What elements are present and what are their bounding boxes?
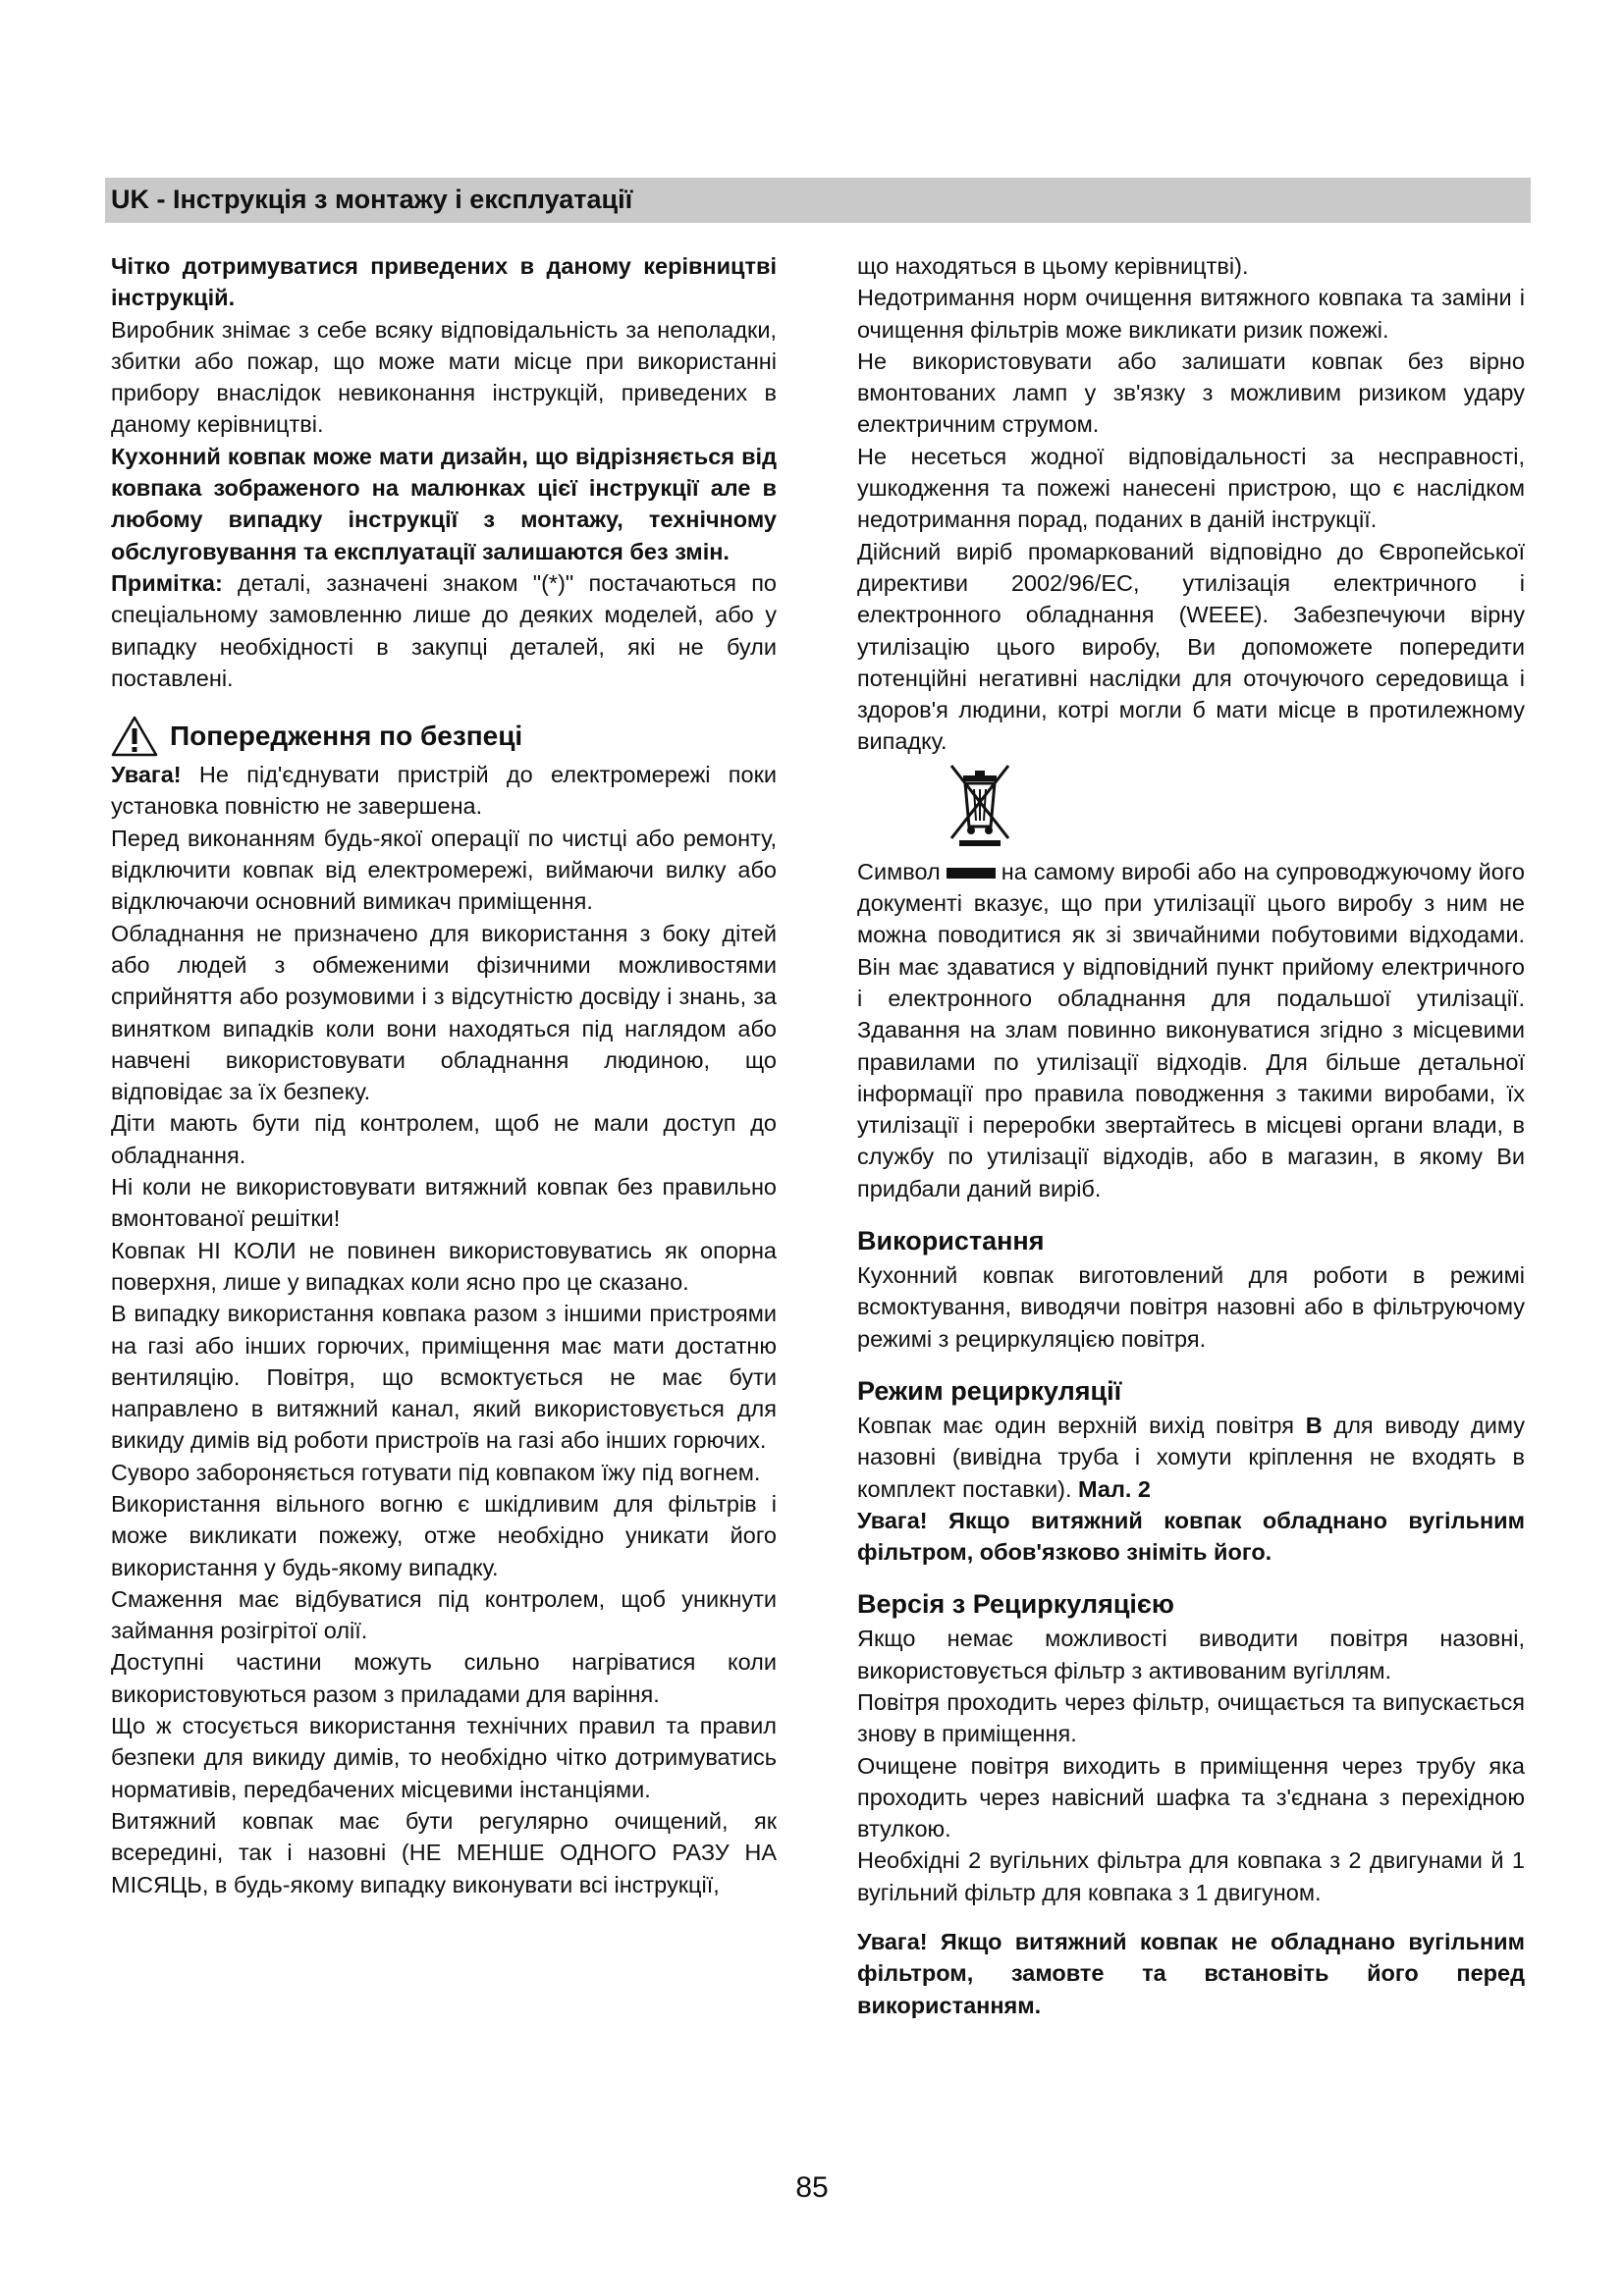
section-header-bar xyxy=(105,178,1531,223)
figure-ref: Мал. 2 xyxy=(1078,1475,1152,1502)
text: для виводу диму назовні (вивідна труба і хомути кріплення не входять в комплект поставки). xyxy=(857,1412,1526,1502)
text: Ковпак має один верхній вихід повітря xyxy=(857,1412,1294,1438)
paragraph: Суворо забороняється готувати під ковпаком їжу під вогнем. xyxy=(111,1459,761,1485)
paragraph: Обладнання не призначено для використання з боку дітей або людей з обмеженими фізичними можливостями сприйняття або розумовими і з відсутністю досвіду і знань, за винятком випадків коли вони находяться під наглядом або навчені використовувати обладнання людиною, що відповідає за їх безпеку. xyxy=(111,920,777,1105)
paragraph: Смаження має відбуватися під контролем, щоб уникнути займання розігрітої олії. xyxy=(111,1585,777,1644)
paragraph: Перед виконанням будь-якої операції по чистці або ремонту, відключити ковпак від електромережі, виймаючи вилку або відключаючи основний вимикач приміщення. xyxy=(111,825,777,915)
paragraph-text: Не під'єднувати пристрій до електромережі поки установка повністю не завершена. xyxy=(111,762,778,820)
paragraph: Необхідні 2 вугільних фільтра для ковпака з 2 двигунами й 1 вугільний фільтр для ковпака з 1 двигуном. xyxy=(857,1847,1525,1905)
section-title: UK - Інструкція з монтажу і експлуатації xyxy=(111,185,633,214)
paragraph: Ні коли не використовувати витяжний ковпак без правильно вмонтованої решітки! xyxy=(111,1174,777,1232)
version-heading: Версія з Рециркуляцією xyxy=(857,1589,1174,1620)
paragraph: Не несеться жодної відповідальності за несправності, ушкодження та пожежі нанесені пристрою, що є наслідком недотримання порад, поданих в даній інструкції. xyxy=(857,443,1525,533)
safety-heading xyxy=(111,716,777,757)
paragraph: Повітря проходить через фільтр, очищається та випускається знову в приміщення. xyxy=(857,1688,1525,1747)
intro-bold: Чітко дотримуватися приведених в даному керівництві інструкцій. xyxy=(111,253,777,311)
spacer xyxy=(857,1908,1525,1926)
note-label: Примітка: xyxy=(111,569,223,596)
note-paragraph xyxy=(111,567,777,694)
design-note-bold: Кухонний ковпак може мати дизайн, що відрізняється від ковпака зображеного на малюнках цієї інструкції але в любому випадку інструкції з монтажу, технічному обслуговування та експлуатації залишаются без змін. xyxy=(111,443,777,564)
left-column xyxy=(111,250,777,1900)
paragraph: Кухонний ковпак виготовлений для роботи в режимі всмоктування, виводячи повітря назовні або в фільтруючому режимі з рециркуляцією повітря. xyxy=(857,1262,1525,1352)
symbol-paragraph xyxy=(857,856,1525,1204)
recirculation-warning: Увага! Якщо витяжний ковпак обладнано вугільним фільтром, обов'язково зніміть його. xyxy=(857,1507,1525,1566)
weee-symbol-wrapper xyxy=(857,762,1525,850)
paragraph: Використання вільного вогню є шкідливим для фільтрів і може викликати пожежу, отже необхідно уникати його використання у будь-якому випадку. xyxy=(111,1490,777,1580)
symbol-text: на самому виробі або на супроводжуючому його документі вказує, що при утилізації цього виробу з ним не можна поводитися як зі звичайними побутовими відходами. Він має здаватися у відповідний пункт прийому електричного і електронного обладнання для подальшої утилізації. Здавання на злам повинно виконуватися згідно з місцевими правилами по утилізації відходів. Для більше детальної інформації про правила поводження з такими виробами, їх утилізації і переробки звертайтесь в місцеві органи влади, в службу по утилізації відходів, або в магазин, в якому Ви придбали даний виріб. xyxy=(857,858,1525,1201)
paragraph: Доступні частини можуть сильно нагріватися коли використовуються разом з приладами для варіння. xyxy=(111,1649,777,1707)
warning-label: Увага! xyxy=(111,762,182,788)
paragraph: В випадку використання ковпака разом з іншими пристроями на газі або інших горючих, приміщення має мати достатню вентиляцію. Повітря, що всмоктується не має бути направлено в витяжний канал, який використовується для викиду димів від роботи пристроїв на газі або інших горючих. xyxy=(111,1301,777,1454)
outlet-label-b: B xyxy=(1305,1412,1323,1438)
black-bar-symbol xyxy=(947,868,996,879)
usage-heading: Використання xyxy=(857,1226,1045,1256)
paragraph: Що ж стосується використання технічних правил та правил безпеки для викиду димів, то необхідно чітко дотримуватись нормативів, передбачених місцевими інстанціями. xyxy=(111,1713,777,1802)
recirculation-paragraph xyxy=(857,1410,1525,1505)
paragraph xyxy=(111,759,777,823)
paragraph: Якщо немає можливості виводити повітря назовні, використовується фільтр з активованим вугіллям. xyxy=(857,1626,1525,1683)
paragraph: Недотримання норм очищення витяжного ковпака та заміни і очищення фільтрів може викликати ризик пожежі. xyxy=(857,285,1525,343)
safety-title: Попередження по безпеці xyxy=(170,721,523,751)
paragraph: Дійсний виріб промаркований відповідно до Європейської директиви 2002/96/ЕС, утилізація електричного і електронного обладнання (WEEE). Забезпечуючи вірну утилізацію цього виробу, Ви допоможете попередити потенційні негативні наслідки для оточуючого середовища і здоров'я людини, котрі могли б мати місце в протилежному випадку. xyxy=(857,538,1525,755)
final-warning: Увага! Якщо витяжний ковпак не обладнано вугільним фільтром, замовте та встановіть його перед використанням. xyxy=(857,1929,1525,2018)
recirculation-heading: Режим рециркуляції xyxy=(857,1375,1122,1406)
crossed-bin-icon xyxy=(946,762,1014,846)
paragraph: що находяться в цьому керівництві). xyxy=(857,253,1249,279)
paragraph: Очищене повітря виходить в приміщення через трубу яка проходить через навісний шафка та з'єднана з перехідною втулкою. xyxy=(857,1752,1525,1842)
paragraph: Виробник знімає з себе всяку відповідальність за неполадки, збитки або пожар, що може мати місце при використанні прибору внаслідок невиконання інструкцій, приведених в даному керівництві. xyxy=(111,316,777,438)
paragraph: Не використовувати або залишати ковпак без вірно вмонтованих ламп у зв'язку з можливим ризиком удару електричним струмом. xyxy=(857,347,1525,438)
note-text: деталі, зазначені знаком "(*)" постачаються по спеціальному замовленню лише до деяких моделей, або у випадку необхідності в закупці деталей, які не були поставлені. xyxy=(111,569,778,691)
paragraph: Витяжний ковпак має бути регулярно очищений, як всередині, так і назовні (НЕ МЕНШЕ ОДНОГО РАЗУ НА МІСЯЦЬ, в будь-якому випадку виконувати всі інструкції, xyxy=(111,1807,777,1897)
symbol-label: Символ xyxy=(857,858,941,884)
warning-triangle-icon xyxy=(111,716,158,757)
paragraph: Ковпак НІ КОЛИ не повинен використовуватись як опорна поверхня, лише у випадках коли ясно про це сказано. xyxy=(111,1237,777,1295)
page-number: 85 xyxy=(795,2171,829,2204)
right-column xyxy=(857,250,1525,2021)
paragraph: Діти мають бути під контролем, щоб не мали доступ до обладнання. xyxy=(111,1110,777,1168)
